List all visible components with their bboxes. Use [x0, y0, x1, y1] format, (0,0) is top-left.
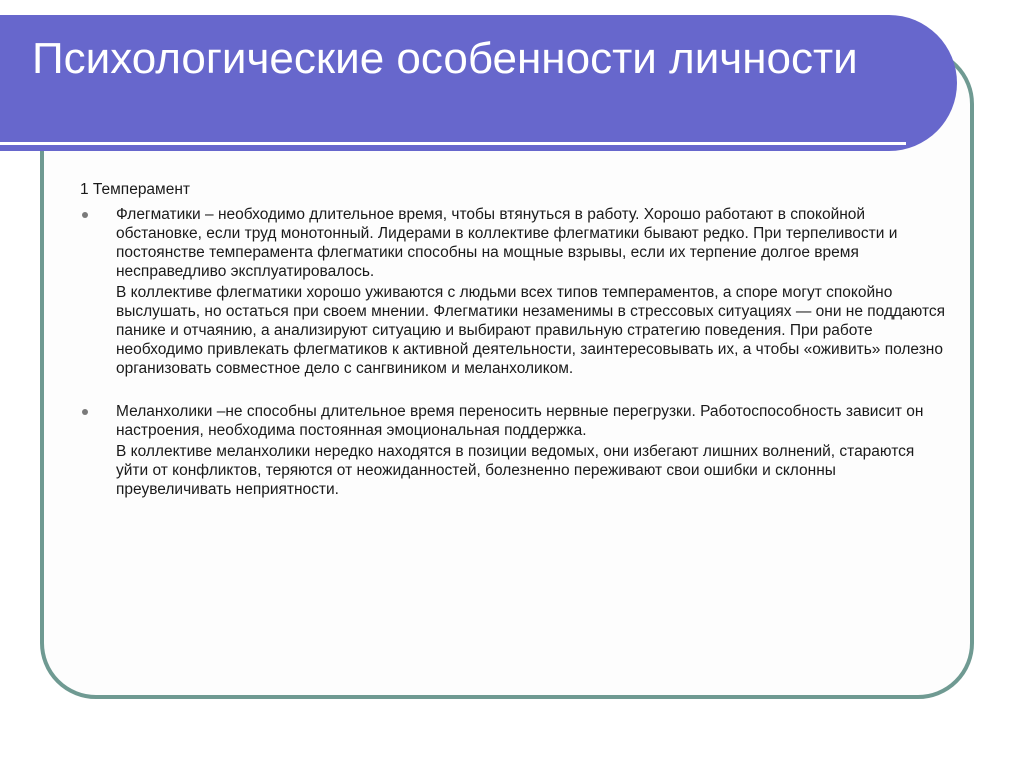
bullet-text: Меланхолики –не способны длительное время переносить нервные перегрузки. Работоспособность зависит он настроения, необходима постоянная эмоциональная поддержка. — [116, 403, 924, 439]
bullet-followup-text: В коллективе флегматики хорошо уживаются с людьми всех типов темпераментов, а споре могут спокойно выслушать, но остаться при своем мнении. Флегматики незаменимы в стрессовых ситуациях — они не поддаются панике и отчаянию, а анализируют ситуацию и выбирают правильную стратегию поведения. При работе необходимо привлекать флегматиков к активной деятельности, заинтересовывать их, а чтобы «оживить» полезно организовать совместное дело с сангвиником и меланхоликом. — [116, 284, 946, 377]
bullet-item-phlegmatic — [80, 205, 946, 281]
bullet-icon — [82, 409, 88, 415]
bullet-text: Флегматики – необходимо длительное время, чтобы втянуться в работу. Хорошо работают в спокойной обстановке, если труд монотонный. Лидерами в коллективе флегматики бывают редко. При терпеливости и постоянстве темперамента флегматики способны на мощные взрывы, если их терпение долгое время несправедливо эксплуатировалось. — [116, 206, 898, 280]
title-underline — [0, 142, 906, 145]
bullet-icon — [82, 212, 88, 218]
section-heading: 1 Темперамент — [80, 181, 190, 198]
title-bar — [0, 15, 957, 151]
slide-body — [80, 180, 946, 499]
bullet-item-melancholic — [80, 402, 946, 440]
slide-title: Психологические особенности личности — [32, 34, 858, 83]
bullet-followup-text: В коллективе меланхолики нередко находятся в позиции ведомых, они избегают лишних волнений, стараются уйти от конфликтов, теряются от неожиданностей, болезненно переживают свои ошибки и склонны преувеличивать неприятности. — [116, 443, 915, 498]
